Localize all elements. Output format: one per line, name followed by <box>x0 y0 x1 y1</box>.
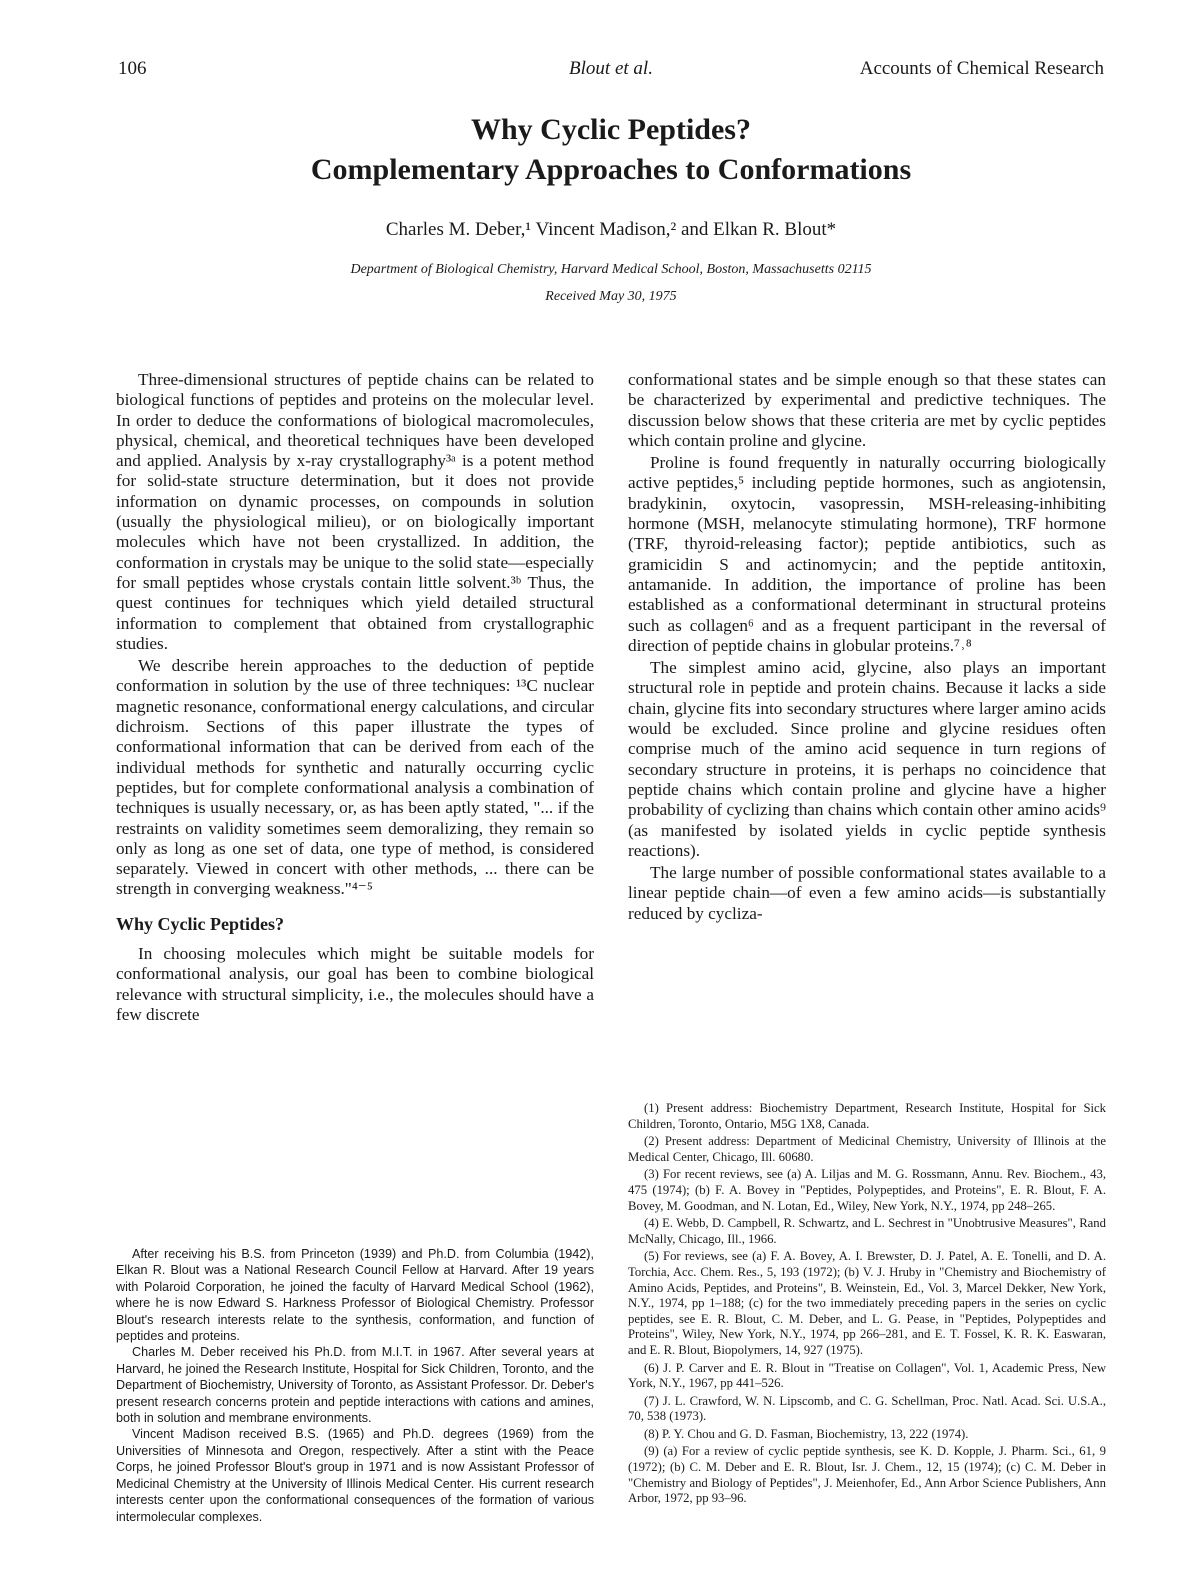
footnote-references <box>628 1101 1106 1509</box>
reference-item: (5) For reviews, see (a) F. A. Bovey, A. I. Brewster, D. J. Patel, A. E. Tonelli, and D. A. Torchia, Acc. Chem. Res., 5, 193 (1972); (b) V. J. Hruby in "Chemistry and Biochemistry of Amino Acids, Peptides, and Proteins", B. Weinstein, Ed., Vol. 3, Marcel Dekker, New York, N.Y., 1974, pp 1–188; (c) for the two immediately preceding papers in the series on cyclic peptides, see E. R. Blout, C. M. Deber, and L. G. Pease, in "Peptides, Polypeptides and Proteins", Wiley, New York, N.Y., 1974, pp 266–281, and E. T. Fossel, K. R. K. Easwaran, and E. R. Blout, Biopolymers, 14, 927 (1975). <box>628 1249 1106 1357</box>
affiliation: Department of Biological Chemistry, Harvard Medical School, Boston, Massachusetts 02115 <box>350 262 872 277</box>
reference-item: (8) P. Y. Chou and G. D. Fasman, Biochemistry, 13, 222 (1974). <box>644 1426 969 1441</box>
section-heading: Why Cyclic Peptides? <box>116 913 284 934</box>
reference-item: (1) Present address: Biochemistry Department, Research Institute, Hospital for Sick Children, Toronto, Ontario, M5G 1X8, Canada. <box>628 1101 1106 1131</box>
body-paragraph: conformational states and be simple enough so that these states can be characterized by experimental and predictive techniques. The discussion below shows that these criteria are met by cyclic peptides which contain proline and glycine. <box>628 370 1106 450</box>
reference-item: (2) Present address: Department of Medicinal Chemistry, University of Illinois at the Medical Center, Chicago, Ill. 60680. <box>628 1134 1106 1164</box>
body-paragraph: In choosing molecules which might be suitable models for conformational analysis, our goal has been to combine biological relevance with structural simplicity, i.e., the molecules should have a few discrete <box>116 944 594 1024</box>
journal-name: Accounts of Chemical Research <box>859 58 1104 79</box>
running-header <box>118 58 1104 88</box>
page-number: 106 <box>118 58 147 79</box>
body-paragraph: The large number of possible conformational states available to a linear peptide chain—of even a few amino acids—is substantially reduced by cycliza- <box>628 863 1106 923</box>
author-biographies <box>116 1246 594 1525</box>
author-list: Charles M. Deber,¹ Vincent Madison,² and Elkan R. Blout* <box>385 219 837 240</box>
received-date: Received May 30, 1975 <box>545 289 677 304</box>
title-line-1: Why Cyclic Peptides? <box>471 113 751 146</box>
bio-deber: Charles M. Deber received his Ph.D. from M.I.T. in 1967. After several years at Harvard, he joined the Research Institute, Hospital for Sick Children, Toronto, and the Department of Biochemistry, University of Toronto, as Assistant Professor. Dr. Deber's present research concerns protein and peptide interactions with cations and amines, both in solution and membrane environments. <box>116 1345 594 1426</box>
bio-blout: After receiving his B.S. from Princeton (1939) and Ph.D. from Columbia (1942), Elkan R. Blout was a National Research Council Fellow at Harvard. After 19 years with Polaroid Corporation, he joined the faculty of Harvard Medical School (1962), where he is now Edward S. Harkness Professor of Biological Chemistry. Professor Blout's research interests relate to the synthesis, conformation, and function of peptides and proteins. <box>116 1247 594 1344</box>
reference-item: (4) E. Webb, D. Campbell, R. Schwartz, and L. Sechrest in "Unobtrusive Measures", Rand McNally, Chicago, Ill., 1966. <box>628 1216 1106 1246</box>
left-column <box>116 370 594 1025</box>
reference-item: (9) (a) For a review of cyclic peptide synthesis, see K. D. Kopple, J. Pharm. Sci., 61, 9 (1972); (b) C. M. Deber and E. R. Blout, Isr. J. Chem., 12, 15 (1974); (c) C. M. Deber in "Chemistry and Biology of Peptides", J. Meienhofer, Ed., Ann Arbor Science Publishers, Ann Arbor, 1972, pp 93–96. <box>628 1444 1106 1506</box>
title-line-2: Complementary Approaches to Conformations <box>310 153 912 186</box>
article-title <box>118 110 1104 190</box>
body-paragraph: Three-dimensional structures of peptide chains can be related to biological functions of peptides and proteins on the molecular level. In order to deduce the conformations of biological macromolecules, physical, chemical, and theoretical techniques have been developed and applied. Analysis by x-ray crystallography³ᵃ is a potent method for solid-state structure determination, but it does not provide information on dynamic processes, on compounds in solution (usually the physiological milieu), or on biologically important molecules which have not been crystallized. In addition, the conformation in crystals may be unique to the solid state—especially for small peptides whose crystals contain little solvent.³ᵇ Thus, the quest continues for techniques which yield detailed structural information to complement that obtained from crystallographic studies. <box>116 370 594 653</box>
right-column <box>628 370 1106 924</box>
body-paragraph: We describe herein approaches to the deduction of peptide conformation in solution by the use of three techniques: ¹³C nuclear magnetic resonance, conformational energy calculations, and circular dichroism. Sections of this paper illustrate the types of conformational information that can be derived from each of the individual methods for synthetic and naturally occurring cyclic peptides, but for complete conformational analysis a combination of techniques is usually necessary, or, as has been aptly stated, "... if the restraints on validity sometimes seem demoralizing, they remain so only as long as one set of data, one type of method, is considered separately. Viewed in concert with other methods, ... there can be strength in converging weakness."⁴⁻⁵ <box>116 656 594 899</box>
reference-item: (3) For recent reviews, see (a) A. Liljas and M. G. Rossmann, Annu. Rev. Biochem., 43, 475 (1974); (b) F. A. Bovey in "Peptides, Polypeptides, and Proteins", E. R. Blout, F. A. Bovey, M. Goodman, and N. Lotan, Ed., Wiley, New York, N.Y., 1974, pp 248–265. <box>628 1167 1106 1213</box>
body-paragraph: The simplest amino acid, glycine, also plays an important structural role in peptide and protein chains. Because it lacks a side chain, glycine fits into secondary structures where larger amino acids would be excluded. Since proline and glycine residues often comprise much of the amino acid sequence in turn regions of secondary structure in proteins, it is perhaps no coincidence that peptide chains which contain proline and glycine have a higher probability of cyclizing than chains which contain other amino acids⁹ (as manifested by isolated yields in cyclic peptide synthesis reactions). <box>628 658 1106 860</box>
reference-item: (6) J. P. Carver and E. R. Blout in "Treatise on Collagen", Vol. 1, Academic Press, New York, N.Y., 1967, pp 441–526. <box>628 1360 1106 1391</box>
running-author: Blout et al. <box>569 58 653 79</box>
body-paragraph: Proline is found frequently in naturally occurring biologically active peptides,⁵ including peptide hormones, such as angiotensin, bradykinin, oxytocin, vasopressin, MSH-releasing-inhibiting hormone (MSH, melanocyte stimulating hormone), TRF hormone (TRF, thyroid-releasing factor); peptide antibiotics, such as gramicidin S and actinomycin; and the peptide antitoxin, antamanide. In addition, the importance of proline has been established as a conformational determinant in structural proteins such as collagen⁶ and as a frequent participant in the reversal of direction of peptide chains in globular proteins.⁷˒⁸ <box>628 453 1106 655</box>
reference-item: (7) J. L. Crawford, W. N. Lipscomb, and C. G. Schellman, Proc. Natl. Acad. Sci. U.S.A., 70, 538 (1973). <box>628 1393 1106 1424</box>
bio-madison: Vincent Madison received B.S. (1965) and Ph.D. degrees (1969) from the Universities of Minnesota and Oregon, respectively. After a stint with the Peace Corps, he joined Professor Blout's group in 1971 and is now Assistant Professor of Medicinal Chemistry at the University of Illinois Medical Center. His current research interests center upon the conformational consequences of the formation of various intermolecular complexes. <box>116 1427 594 1524</box>
